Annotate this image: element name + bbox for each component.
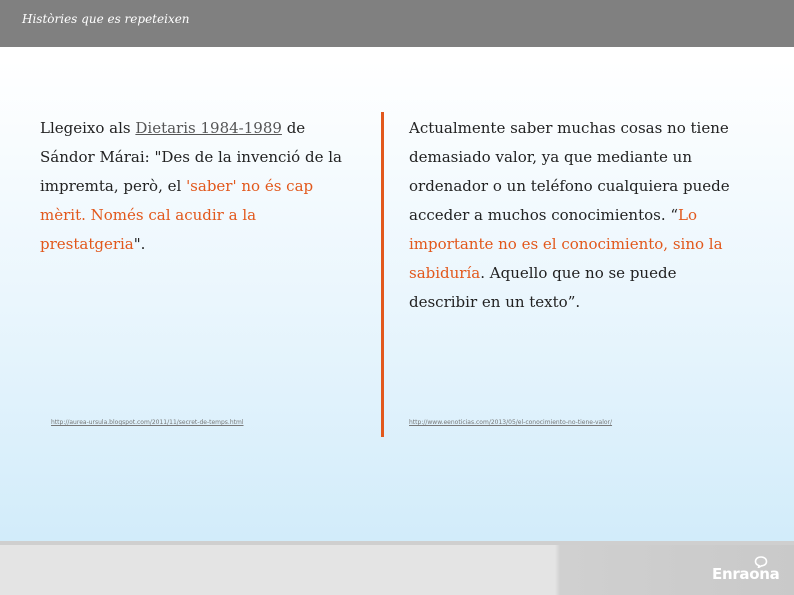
left-text-intro: Llegeixo als [40, 119, 136, 137]
left-highlighted-quote: 'saber' no és cap mèrit. Només cal acudir a la prestatgeria [40, 177, 314, 253]
left-text-closing: ". [133, 235, 146, 253]
header-bar [0, 0, 794, 47]
enraona-logo [712, 556, 784, 584]
footer-divider [0, 541, 794, 545]
right-highlighted-quote: Lo importante no es el conocimiento, sino la sabiduría [409, 206, 723, 282]
right-text-closing: . Aquello que no se puede describir en un texto”. [409, 264, 677, 311]
dietaris-link[interactable]: Dietaris 1984-1989 [135, 119, 282, 137]
column-divider [381, 112, 384, 437]
logo-wordmark: Enraona [712, 565, 780, 583]
footer-bar [0, 541, 794, 595]
right-quote-block [409, 114, 749, 317]
left-source-link[interactable]: http://aurea-ursula.blogspot.com/2011/11/secret-de-temps.html [51, 419, 244, 426]
right-source-link[interactable]: http://www.eenoticias.com/2013/05/el-conocimiento-no-tiene-valor/ [409, 419, 613, 426]
slide-title: Històries que es repeteixen [22, 12, 190, 26]
right-text-intro: Actualmente saber muchas cosas no tiene demasiado valor, ya que mediante un ordenador o un teléfono cualquiera puede acceder a muchos conocimientos. “ [409, 119, 730, 224]
left-text-body: de Sándor Márai: "Des de la invenció de la impremta, però, el [40, 119, 342, 195]
left-quote-block [40, 114, 362, 259]
